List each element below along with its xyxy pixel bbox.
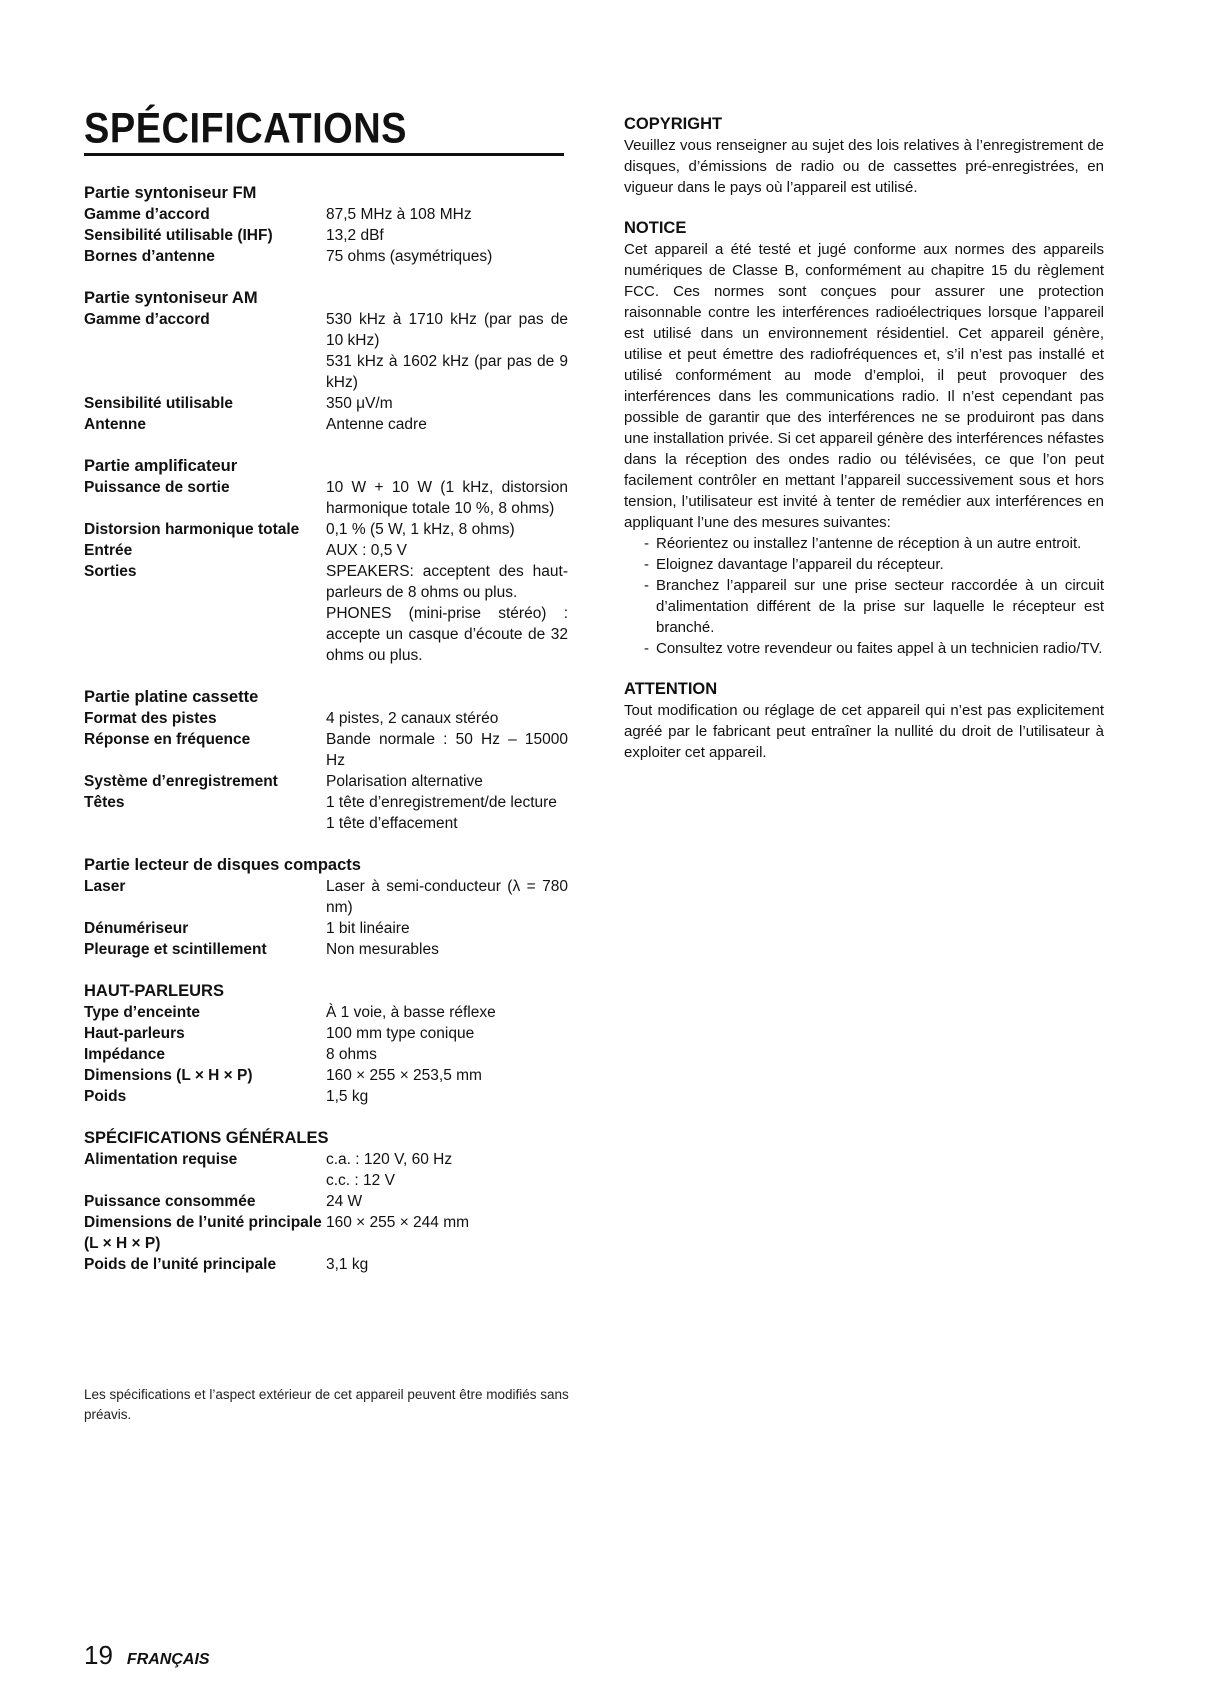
spec-section	[84, 183, 568, 267]
spec-value: 10 W + 10 W (1 kHz, distorsion harmonique totale 10 %, 8 ohms)	[326, 479, 568, 517]
spec-value: 350 μV/m	[326, 395, 393, 412]
page-title: SPÉCIFICATIONS	[84, 105, 407, 153]
spec-row	[84, 1191, 568, 1212]
spec-value: c.a. : 120 V, 60 Hz c.c. : 12 V	[326, 1151, 453, 1189]
spec-value: 1,5 kg	[326, 1088, 369, 1105]
spec-value: 1 tête d’enregistrement/de lecture 1 tête d’effacement	[326, 794, 557, 832]
spec-section-heading: Partie syntoniseur AM	[84, 289, 258, 307]
title-rule	[84, 153, 564, 156]
spec-section-heading: HAUT-PARLEURS	[84, 982, 224, 1000]
spec-row	[84, 1065, 568, 1086]
copyright-body: Veuillez vous renseigner au sujet des lois relatives à l’enregistrement de disques, d’émissions de radio ou de cassettes pré-enregistrées, en vigueur dans le pays où l’appareil est utilisé.	[624, 137, 1104, 196]
spec-label: Sorties	[84, 563, 137, 580]
spec-row	[84, 771, 568, 792]
spec-section	[84, 687, 568, 834]
spec-row	[84, 1254, 568, 1275]
spec-label: Pleurage et scintillement	[84, 941, 267, 958]
spec-value: À 1 voie, à basse réflexe	[326, 1004, 496, 1021]
spec-value: Antenne cadre	[326, 416, 427, 433]
spec-label: Puissance consommée	[84, 1193, 256, 1210]
spec-section-heading: SPÉCIFICATIONS GÉNÉRALES	[84, 1129, 329, 1147]
spec-row	[84, 519, 568, 540]
spec-row	[84, 246, 568, 267]
spec-section	[84, 981, 568, 1107]
spec-label: Laser	[84, 878, 126, 895]
spec-row	[84, 792, 568, 834]
spec-value: SPEAKERS: acceptent des haut-parleurs de 8 ohms ou plus. PHONES (mini-prise stéréo) : accepte un casque d’écoute de 32 ohms ou plus.	[326, 563, 568, 664]
list-item: - Réorientez ou installez l’antenne de réception à un autre entroit.	[624, 533, 1104, 554]
spec-label: Sensibilité utilisable (IHF)	[84, 227, 273, 244]
spec-section-heading: Partie lecteur de disques compacts	[84, 856, 361, 874]
copyright-section	[624, 114, 1104, 198]
spec-value: 530 kHz à 1710 kHz (par pas de 10 kHz) 531 kHz à 1602 kHz (par pas de 9 kHz)	[326, 311, 568, 391]
spec-label: Poids	[84, 1088, 127, 1105]
spec-row	[84, 1023, 568, 1044]
spec-label: Haut-parleurs	[84, 1025, 185, 1042]
spec-label: Dimensions de l’unité principale (L × H × P)	[84, 1214, 322, 1252]
spec-label: Puissance de sortie	[84, 479, 230, 496]
spec-row	[84, 1086, 568, 1107]
spec-label: Poids de l’unité principale	[84, 1256, 277, 1273]
spec-label: Bornes d’antenne	[84, 248, 215, 265]
spec-value: 100 mm type conique	[326, 1025, 475, 1042]
spec-label: Système d’enregistrement	[84, 773, 278, 790]
spec-value: 0,1 % (5 W, 1 kHz, 8 ohms)	[326, 521, 515, 538]
notice-section	[624, 218, 1104, 659]
spec-label: Type d’enceinte	[84, 1004, 200, 1021]
spec-value: 160 × 255 × 244 mm	[326, 1214, 470, 1231]
spec-value: 75 ohms (asymétriques)	[326, 248, 493, 265]
spec-value: 3,1 kg	[326, 1256, 369, 1273]
spec-value: 8 ohms	[326, 1046, 377, 1063]
spec-section	[84, 1128, 568, 1275]
spec-section	[84, 456, 568, 666]
spec-label: Gamme d’accord	[84, 206, 210, 223]
specifications-list	[84, 183, 568, 1296]
spec-row	[84, 729, 568, 771]
spec-label: Distorsion harmonique totale	[84, 521, 300, 538]
list-item: - Consultez votre revendeur ou faites appel à un technicien radio/TV.	[624, 638, 1104, 659]
spec-label: Têtes	[84, 794, 125, 811]
spec-label: Antenne	[84, 416, 146, 433]
spec-value: 4 pistes, 2 canaux stéréo	[326, 710, 499, 727]
page-footer	[84, 1640, 210, 1671]
spec-value: 87,5 MHz à 108 MHz	[326, 206, 472, 223]
copyright-heading: COPYRIGHT	[624, 115, 723, 133]
spec-value: 24 W	[326, 1193, 363, 1210]
language-label: FRANÇAIS	[126, 1651, 210, 1668]
spec-value: Bande normale : 50 Hz – 15000 Hz	[326, 731, 568, 769]
spec-value: 160 × 255 × 253,5 mm	[326, 1067, 482, 1084]
spec-row	[84, 225, 568, 246]
spec-section-heading: Partie platine cassette	[84, 688, 259, 706]
spec-row	[84, 540, 568, 561]
spec-row	[84, 414, 568, 435]
spec-row	[84, 1212, 568, 1254]
spec-label: Impédance	[84, 1046, 165, 1063]
spec-value: AUX : 0,5 V	[326, 542, 407, 559]
list-item: - Eloignez davantage l’appareil du récepteur.	[624, 554, 1104, 575]
spec-row	[84, 477, 568, 519]
spec-section	[84, 288, 568, 435]
notice-heading: NOTICE	[624, 219, 687, 237]
spec-row	[84, 1044, 568, 1065]
spec-row	[84, 876, 568, 918]
spec-section-heading: Partie amplificateur	[84, 457, 238, 475]
spec-row	[84, 393, 568, 414]
spec-row	[84, 1002, 568, 1023]
spec-value: 13,2 dBf	[326, 227, 384, 244]
spec-section	[84, 855, 568, 960]
spec-row	[84, 1149, 568, 1191]
spec-label: Dénumériseur	[84, 920, 189, 937]
spec-value: Non mesurables	[326, 941, 439, 958]
page-number: 19	[84, 1640, 113, 1670]
spec-label: Dimensions (L × H × P)	[84, 1067, 253, 1084]
spec-section-heading: Partie syntoniseur FM	[84, 184, 257, 202]
notice-body: Cet appareil a été testé et jugé conforme aux normes des appareils numériques de Classe B, conformément au chapitre 15 du règlement FCC. Ces normes sont conçues pour assurer une protection raisonnable contre les interférences radioélectriques lorsque l’appareil est utilisé dans un environnement résidentiel. Cet appareil génère, utilise et peut émettre des radiofréquences et, s’il n’est pas installé et utilisé conformément au mode d’emploi, il peut provoquer des interférences dans les communications radio. Il n’est cependant pas possible de garantir que des interférences ne se produiront pas dans une installation privée. Si cet appareil génère des interférences néfastes dans la réception des ondes radio ou télévisées, ce que l’on peut facilement contrôler en mettant l’appareil successivement sous et hors tension, l’utilisateur est invité à tenter de remédier aux interférences en appliquant l’une des mesures suivantes:	[624, 241, 1104, 531]
spec-row	[84, 309, 568, 393]
spec-row	[84, 708, 568, 729]
spec-value: 1 bit linéaire	[326, 920, 410, 937]
spec-label: Gamme d’accord	[84, 311, 210, 328]
spec-value: Laser à semi-conducteur (λ = 780 nm)	[326, 878, 568, 916]
right-column	[624, 114, 1104, 783]
spec-label: Entrée	[84, 542, 133, 559]
notice-measures-list	[624, 533, 1104, 659]
attention-heading: ATTENTION	[624, 680, 718, 698]
spec-row	[84, 561, 568, 666]
spec-label: Réponse en fréquence	[84, 731, 251, 748]
spec-label: Alimentation requise	[84, 1151, 238, 1168]
attention-body: Tout modification ou réglage de cet appareil qui n’est pas explicitement agréé par le fabricant peut entraîner la nullité du droit de l’utilisateur à exploiter cet appareil.	[624, 702, 1104, 761]
list-item: - Branchez l’appareil sur une prise secteur raccordée à un circuit d’alimentation différent de la prise sur laquelle le récepteur est branché.	[624, 575, 1104, 638]
spec-row	[84, 918, 568, 939]
spec-value: Polarisation alternative	[326, 773, 483, 790]
spec-row	[84, 939, 568, 960]
disclaimer-note: Les spécifications et l’aspect extérieur de cet appareil peuvent être modifiés sans préavis.	[84, 1387, 569, 1422]
attention-section	[624, 679, 1104, 763]
spec-row	[84, 204, 568, 225]
spec-label: Sensibilité utilisable	[84, 395, 234, 412]
spec-label: Format des pistes	[84, 710, 217, 727]
